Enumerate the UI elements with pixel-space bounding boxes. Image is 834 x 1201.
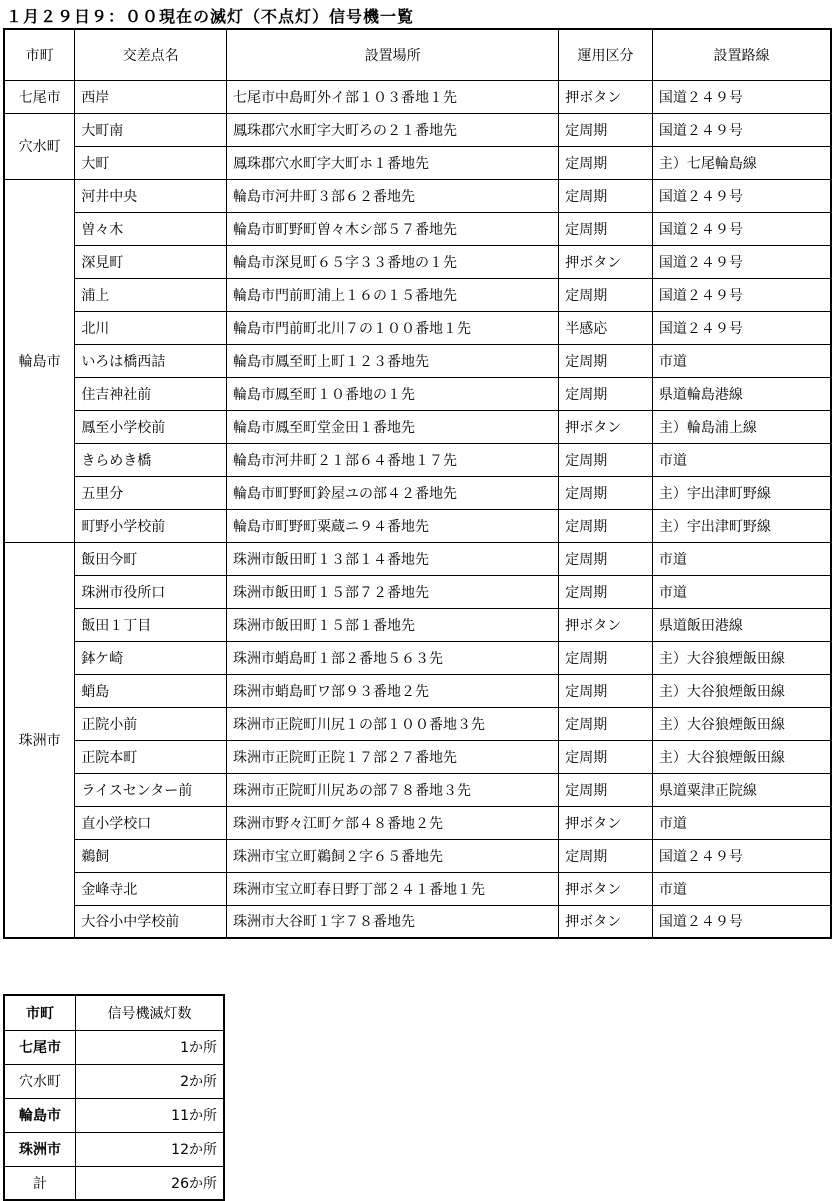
table-row: [4, 410, 831, 443]
table-row: [4, 80, 831, 113]
intersection-cell: ライスセンター前: [75, 773, 227, 806]
location-cell: 珠洲市正院町川尻あの部７８番地３先: [226, 773, 558, 806]
location-cell: 珠洲市宝立町鵜飼２字６５番地先: [226, 839, 558, 872]
route-cell: 市道: [652, 443, 831, 476]
operation-cell: 定周期: [559, 641, 653, 674]
route-cell: 主）大谷狼煙飯田線: [652, 674, 831, 707]
table-row: [4, 608, 831, 641]
operation-cell: 押ボタン: [559, 410, 653, 443]
summary-city-cell: 七尾市: [4, 1030, 76, 1064]
table-row: [4, 113, 831, 146]
table-row: [4, 245, 831, 278]
table-row: [4, 575, 831, 608]
summary-body: [4, 1030, 224, 1200]
table-row: [4, 509, 831, 542]
summary-city-cell: 輪島市: [4, 1098, 76, 1132]
operation-cell: 定周期: [559, 773, 653, 806]
operation-cell: 定周期: [559, 344, 653, 377]
table-row: [4, 377, 831, 410]
table-row: [4, 212, 831, 245]
operation-cell: 半感応: [559, 311, 653, 344]
intersection-cell: 正院本町: [75, 740, 227, 773]
location-cell: 輪島市町野町鈴屋ユの部４２番地先: [226, 476, 558, 509]
intersection-cell: 珠洲市役所口: [75, 575, 227, 608]
intersection-cell: 直小学校口: [75, 806, 227, 839]
operation-cell: 押ボタン: [559, 80, 653, 113]
summary-header-city: 市町: [4, 995, 76, 1030]
location-cell: 七尾市中島町外イ部１０３番地１先: [226, 80, 558, 113]
intersection-cell: いろは橋西詰: [75, 344, 227, 377]
summary-header-count: 信号機滅灯数: [76, 995, 224, 1030]
operation-cell: 定周期: [559, 113, 653, 146]
intersection-cell: 飯田今町: [75, 542, 227, 575]
intersection-cell: 蛸島: [75, 674, 227, 707]
operation-cell: 押ボタン: [559, 872, 653, 905]
summary-row: [4, 1064, 224, 1098]
table-row: [4, 278, 831, 311]
route-cell: 国道２４９号: [652, 179, 831, 212]
summary-table: [3, 994, 225, 1201]
operation-cell: 定周期: [559, 179, 653, 212]
operation-cell: 押ボタン: [559, 245, 653, 278]
route-cell: 国道２４９号: [652, 245, 831, 278]
summary-row: [4, 1166, 224, 1200]
operation-cell: 定周期: [559, 674, 653, 707]
route-cell: 市道: [652, 344, 831, 377]
location-cell: 珠洲市宝立町春日野丁部２４１番地１先: [226, 872, 558, 905]
location-cell: 輪島市鳳至町１０番地の１先: [226, 377, 558, 410]
table-row: [4, 707, 831, 740]
location-cell: 珠洲市野々江町ケ部４８番地２先: [226, 806, 558, 839]
summary-count-cell: 11か所: [76, 1098, 224, 1132]
summary-row: [4, 1030, 224, 1064]
operation-cell: 定周期: [559, 839, 653, 872]
route-cell: 県道粟津正院線: [652, 773, 831, 806]
intersection-cell: 西岸: [75, 80, 227, 113]
route-cell: 市道: [652, 806, 831, 839]
location-cell: 輪島市河井町３部６２番地先: [226, 179, 558, 212]
operation-cell: 定周期: [559, 377, 653, 410]
intersection-cell: 河井中央: [75, 179, 227, 212]
location-cell: 珠洲市蛸島町ワ部９３番地２先: [226, 674, 558, 707]
city-cell: 穴水町: [4, 113, 75, 179]
operation-cell: 押ボタン: [559, 905, 653, 938]
table-row: [4, 641, 831, 674]
table-row: [4, 476, 831, 509]
route-cell: 国道２４９号: [652, 905, 831, 938]
intersection-cell: 正院小前: [75, 707, 227, 740]
intersection-cell: 鵜飼: [75, 839, 227, 872]
route-cell: 国道２４９号: [652, 113, 831, 146]
location-cell: 鳳珠郡穴水町字大町ろの２１番地先: [226, 113, 558, 146]
table-row: [4, 443, 831, 476]
location-cell: 珠洲市正院町正院１７部２７番地先: [226, 740, 558, 773]
summary-count-cell: 12か所: [76, 1132, 224, 1166]
summary-city-cell: 珠洲市: [4, 1132, 76, 1166]
header-city: 市町: [4, 29, 75, 80]
route-cell: 県道輪島港線: [652, 377, 831, 410]
page-title: １月２９日９：００現在の滅灯（不点灯）信号機一覧: [6, 7, 415, 26]
route-cell: 主）宇出津町野線: [652, 476, 831, 509]
route-cell: 主）大谷狼煙飯田線: [652, 707, 831, 740]
table-body: [4, 80, 831, 938]
table-row: [4, 740, 831, 773]
table-row: [4, 311, 831, 344]
intersection-cell: 金峰寺北: [75, 872, 227, 905]
summary-count-cell: 2か所: [76, 1064, 224, 1098]
location-cell: 珠洲市大谷町１字７８番地先: [226, 905, 558, 938]
route-cell: 市道: [652, 575, 831, 608]
intersection-cell: 浦上: [75, 278, 227, 311]
table-row: [4, 344, 831, 377]
intersection-cell: 大町: [75, 146, 227, 179]
location-cell: 珠洲市飯田町１５部１番地先: [226, 608, 558, 641]
header-operation: 運用区分: [559, 29, 653, 80]
operation-cell: 定周期: [559, 443, 653, 476]
location-cell: 輪島市町野町粟蔵ニ９４番地先: [226, 509, 558, 542]
intersection-cell: きらめき橋: [75, 443, 227, 476]
intersection-cell: 五里分: [75, 476, 227, 509]
intersection-cell: 北川: [75, 311, 227, 344]
operation-cell: 定周期: [559, 542, 653, 575]
location-cell: 鳳珠郡穴水町字大町ホ１番地先: [226, 146, 558, 179]
intersection-cell: 住吉神社前: [75, 377, 227, 410]
location-cell: 輪島市門前町北川７の１００番地１先: [226, 311, 558, 344]
summary-row: [4, 1098, 224, 1132]
intersection-cell: 鳳至小学校前: [75, 410, 227, 443]
operation-cell: 定周期: [559, 707, 653, 740]
table-row: [4, 872, 831, 905]
intersection-cell: 大谷小中学校前: [75, 905, 227, 938]
operation-cell: 定周期: [559, 740, 653, 773]
table-row: [4, 905, 831, 938]
operation-cell: 定周期: [559, 476, 653, 509]
route-cell: 主）大谷狼煙飯田線: [652, 641, 831, 674]
route-cell: 国道２４９号: [652, 212, 831, 245]
intersection-cell: 大町南: [75, 113, 227, 146]
route-cell: 市道: [652, 542, 831, 575]
table-header-row: [4, 29, 831, 80]
intersection-cell: 深見町: [75, 245, 227, 278]
location-cell: 輪島市河井町２１部６４番地１７先: [226, 443, 558, 476]
operation-cell: 定周期: [559, 575, 653, 608]
table-row: [4, 806, 831, 839]
route-cell: 国道２４９号: [652, 839, 831, 872]
location-cell: 珠洲市正院町川尻１の部１００番地３先: [226, 707, 558, 740]
route-cell: 県道飯田港線: [652, 608, 831, 641]
city-cell: 輪島市: [4, 179, 75, 542]
intersection-cell: 曽々木: [75, 212, 227, 245]
route-cell: 国道２４９号: [652, 80, 831, 113]
header-location: 設置場所: [226, 29, 558, 80]
route-cell: 国道２４９号: [652, 311, 831, 344]
intersection-cell: 飯田１丁目: [75, 608, 227, 641]
location-cell: 珠洲市蛸島町１部２番地５６３先: [226, 641, 558, 674]
location-cell: 輪島市鳳至町堂金田１番地先: [226, 410, 558, 443]
operation-cell: 定周期: [559, 509, 653, 542]
table-row: [4, 773, 831, 806]
operation-cell: 定周期: [559, 146, 653, 179]
location-cell: 輪島市門前町浦上１６の１５番地先: [226, 278, 558, 311]
route-cell: 主）大谷狼煙飯田線: [652, 740, 831, 773]
route-cell: 主）輪島浦上線: [652, 410, 831, 443]
city-cell: 珠洲市: [4, 542, 75, 938]
location-cell: 珠洲市飯田町１３部１４番地先: [226, 542, 558, 575]
header-intersection: 交差点名: [75, 29, 227, 80]
operation-cell: 押ボタン: [559, 806, 653, 839]
route-cell: 主）宇出津町野線: [652, 509, 831, 542]
signal-list-table: [3, 28, 832, 939]
operation-cell: 定周期: [559, 212, 653, 245]
table-row: [4, 179, 831, 212]
summary-row: [4, 1132, 224, 1166]
location-cell: 輪島市鳳至町上町１２３番地先: [226, 344, 558, 377]
intersection-cell: 町野小学校前: [75, 509, 227, 542]
route-cell: 市道: [652, 872, 831, 905]
operation-cell: 定周期: [559, 278, 653, 311]
table-row: [4, 146, 831, 179]
summary-header-row: [4, 995, 224, 1030]
table-row: [4, 674, 831, 707]
header-route: 設置路線: [652, 29, 831, 80]
summary-city-cell: 計: [4, 1166, 76, 1200]
summary-count-cell: 1か所: [76, 1030, 224, 1064]
intersection-cell: 鉢ケ崎: [75, 641, 227, 674]
route-cell: 主）七尾輪島線: [652, 146, 831, 179]
table-row: [4, 839, 831, 872]
location-cell: 輪島市深見町６５字３３番地の１先: [226, 245, 558, 278]
operation-cell: 押ボタン: [559, 608, 653, 641]
route-cell: 国道２４９号: [652, 278, 831, 311]
table-row: [4, 542, 831, 575]
summary-city-cell: 穴水町: [4, 1064, 76, 1098]
city-cell: 七尾市: [4, 80, 75, 113]
location-cell: 珠洲市飯田町１５部７２番地先: [226, 575, 558, 608]
summary-count-cell: 26か所: [76, 1166, 224, 1200]
location-cell: 輪島市町野町曽々木シ部５７番地先: [226, 212, 558, 245]
